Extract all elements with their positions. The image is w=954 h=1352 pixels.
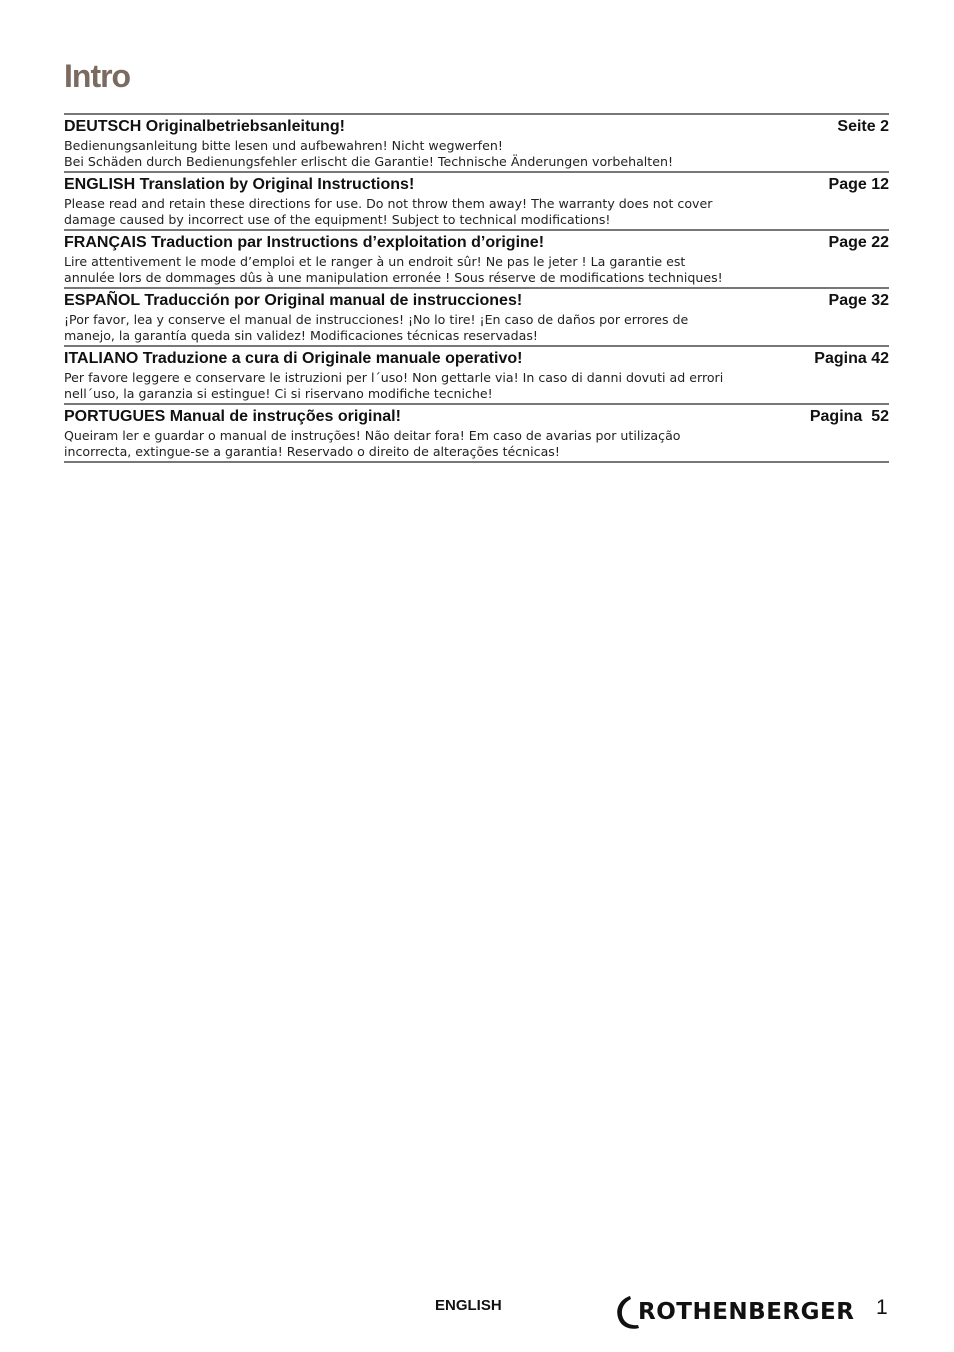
entry-title: ENGLISH Translation by Original Instructions! (64, 176, 415, 193)
brand-logo (612, 1292, 854, 1332)
entry-description-line: Per favore leggere e conservare le istruzioni per l´uso! Non gettarle via! In caso di danni dovuti ad errori (64, 370, 724, 385)
entry-description-line: Bei Schäden durch Bedienungsfehler erlischt die Garantie! Technische Änderungen vorbehalten! (64, 154, 674, 169)
entry-title: DEUTSCH Originalbetriebsanleitung! (64, 118, 345, 135)
entry-page-ref[interactable]: Seite 2 (837, 118, 889, 135)
language-entry-espanol (64, 287, 889, 345)
entry-description-line: nell´uso, la garanzia si estingue! Ci si riservano modifiche tecniche! (64, 386, 493, 401)
entry-title: ITALIANO Traduzione a cura di Originale manuale operativo! (64, 350, 523, 367)
entry-page-ref[interactable]: Pagina 42 (814, 350, 889, 367)
entry-description-line: annulée lors de dommages dûs à une manipulation erronée ! Sous réserve de modifications techniques! (64, 270, 723, 285)
language-entry-francais (64, 229, 889, 287)
entry-description (64, 196, 784, 228)
page-title: Intro (64, 58, 131, 94)
entry-page-ref[interactable]: Page 32 (828, 292, 889, 309)
entry-page-ref[interactable]: Page 22 (828, 234, 889, 251)
entry-description (64, 370, 784, 402)
entry-title: FRANÇAIS Traduction par Instructions d’exploitation d’origine! (64, 234, 545, 251)
entry-description-line: incorrecta, extingue-se a garantia! Reservado o direito de alterações técnicas! (64, 444, 560, 459)
language-entry-deutsch (64, 113, 889, 171)
entry-page-ref[interactable]: Page 12 (828, 176, 889, 193)
entry-description-line: ¡Por favor, lea y conserve el manual de instrucciones! ¡No lo tire! ¡En caso de daños por errores de (64, 312, 689, 327)
entry-description-line: Queiram ler e guardar o manual de instruções! Não deitar fora! Em caso de avarias por utilização (64, 428, 681, 443)
entry-title: ESPAÑOL Traducción por Original manual de instrucciones! (64, 292, 523, 309)
language-entry-portugues (64, 403, 889, 463)
entry-description-line: Please read and retain these directions for use. Do not throw them away! The warranty does not cover (64, 196, 713, 211)
entry-description (64, 138, 784, 170)
swoosh-icon (612, 1292, 640, 1332)
entry-description (64, 428, 784, 460)
language-entry-english (64, 171, 889, 229)
brand-name: ROTHENBERGER (638, 1299, 855, 1325)
entry-page-ref[interactable]: Pagina 52 (809, 408, 889, 425)
entry-title: PORTUGUES Manual de instruções original! (64, 408, 401, 425)
entry-description-line: Lire attentivement le mode d’emploi et le ranger à un endroit sûr! Ne pas le jeter ! La garantie est (64, 254, 686, 269)
entry-description (64, 312, 784, 344)
footer-language: ENGLISH (435, 1297, 502, 1314)
entry-description (64, 254, 784, 286)
entry-description-line: Bedienungsanleitung bitte lesen und aufbewahren! Nicht wegwerfen! (64, 138, 503, 153)
entry-description-line: damage caused by incorrect use of the equipment! Subject to technical modifications! (64, 212, 611, 227)
entry-description-line: manejo, la garantía queda sin validez! Modificaciones técnicas reservadas! (64, 328, 538, 343)
page-number: 1 (876, 1296, 888, 1319)
language-index (64, 113, 889, 463)
language-entry-italiano (64, 345, 889, 403)
